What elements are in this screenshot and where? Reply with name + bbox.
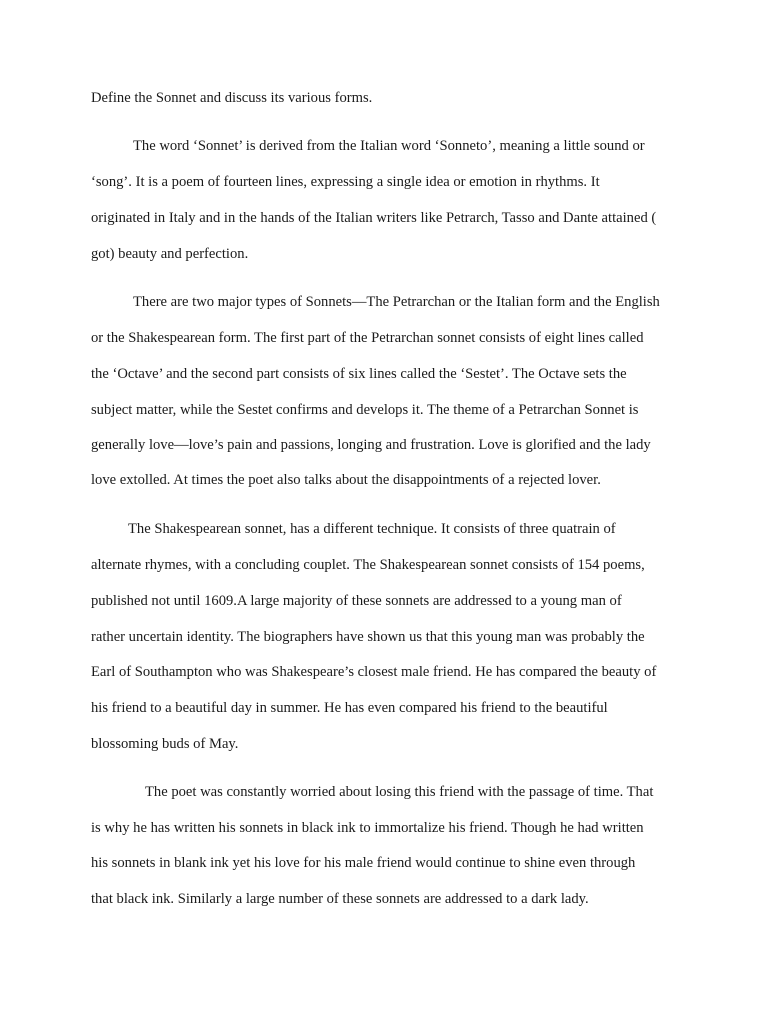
paragraph-3-line-6: his friend to a beautiful day in summer. He has even compared his friend to the beautiful	[91, 700, 608, 716]
paragraph-4-line-4: that black ink. Similarly a large number of these sonnets are addressed to a dark lady.	[91, 891, 589, 907]
paragraph-4-line-1: The poet was constantly worried about losing this friend with the passage of time. That	[145, 784, 654, 800]
paragraph-1-line-1: The word ‘Sonnet’ is derived from the Italian word ‘Sonneto’, meaning a little sound or	[133, 138, 645, 154]
paragraph-2-line-2: or the Shakespearean form. The first part of the Petrarchan sonnet consists of eight lines called	[91, 330, 644, 346]
paragraph-4-line-2: is why he has written his sonnets in black ink to immortalize his friend. Though he had written	[91, 820, 644, 836]
paragraph-1-line-2: ‘song’. It is a poem of fourteen lines, expressing a single idea or emotion in rhythms. It	[91, 174, 600, 190]
paragraph-2-line-4: subject matter, while the Sestet confirms and develops it. The theme of a Petrarchan Sonnet is	[91, 402, 639, 418]
paragraph-2-line-5: generally love—love’s pain and passions, longing and frustration. Love is glorified and the lady	[91, 437, 651, 453]
paragraph-3-line-3: published not until 1609.A large majority of these sonnets are addressed to a young man of	[91, 593, 622, 609]
paragraph-3-line-2: alternate rhymes, with a concluding couplet. The Shakespearean sonnet consists of 154 poems,	[91, 557, 645, 573]
paragraph-3-line-1: The Shakespearean sonnet, has a different technique. It consists of three quatrain of	[128, 521, 616, 537]
paragraph-3-line-4: rather uncertain identity. The biographers have shown us that this young man was probably the	[91, 629, 645, 645]
paragraph-1-line-3: originated in Italy and in the hands of the Italian writers like Petrarch, Tasso and Dante attained (	[91, 210, 657, 226]
paragraph-4-line-3: his sonnets in blank ink yet his love for his male friend would continue to shine even through	[91, 855, 636, 871]
paragraph-3-line-7: blossoming buds of May.	[91, 736, 239, 752]
paragraph-2-line-3: the ‘Octave’ and the second part consists of six lines called the ‘Sestet’. The Octave sets the	[91, 366, 627, 382]
paragraph-2-line-6: love extolled. At times the poet also talks about the disappointments of a rejected lover.	[91, 472, 601, 488]
paragraph-2-line-1: There are two major types of Sonnets—The Petrarchan or the Italian form and the English	[133, 294, 660, 310]
paragraph-1-line-4: got) beauty and perfection.	[91, 246, 249, 262]
paragraph-3-line-5: Earl of Southampton who was Shakespeare’s closest male friend. He has compared the beauty of	[91, 664, 657, 680]
document-heading: Define the Sonnet and discuss its various forms.	[91, 90, 373, 106]
